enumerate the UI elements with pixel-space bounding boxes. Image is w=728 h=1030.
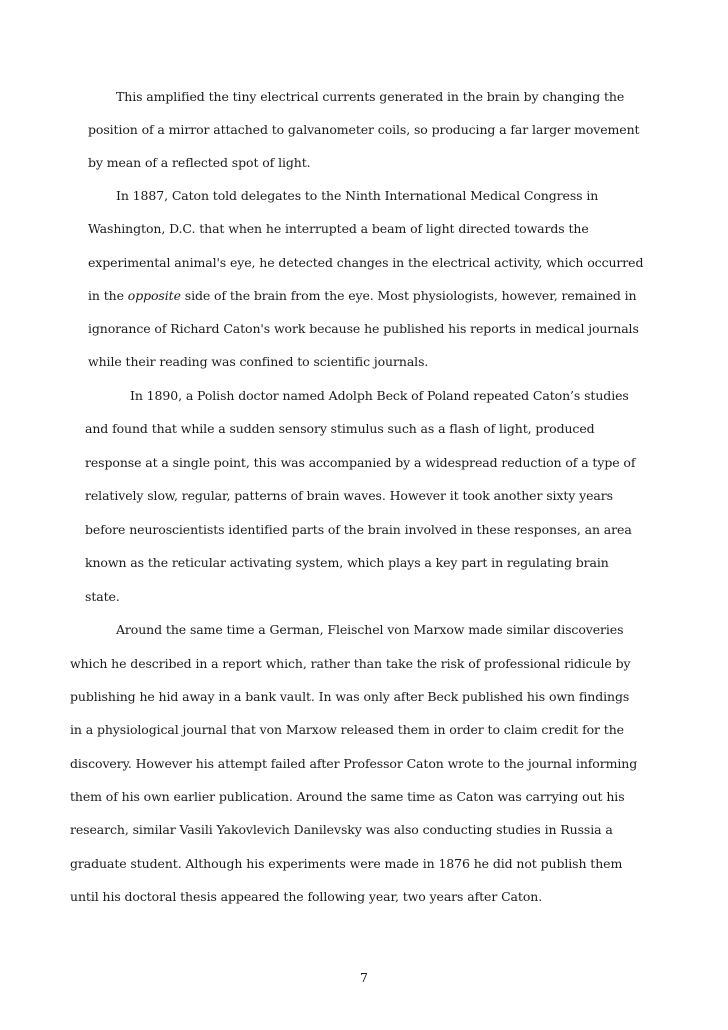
text-line: graduate student. Although his experiments were made in 1876 he did not publish them [70, 856, 623, 871]
text-line: known as the reticular activating system, which plays a key part in regulating brain [85, 555, 609, 570]
text-line: relatively slow, regular, patterns of brain waves. However it took another sixty years [85, 488, 613, 503]
text-line: which he described in a report which, rather than take the risk of professional ridicule by [70, 656, 631, 671]
text-line: response at a single point, this was accompanied by a widespread reduction of a type of [85, 455, 636, 470]
text-line: In 1890, a Polish doctor named Adolph Beck of Poland repeated Caton’s studies [130, 388, 629, 403]
text-line: by mean of a reflected spot of light. [88, 155, 311, 170]
page-number: 7 [360, 970, 368, 985]
italic-word: opposite [127, 288, 181, 303]
text-line: until his doctoral thesis appeared the following year, two years after Caton. [70, 889, 543, 904]
text-line: while their reading was confined to scientific journals. [88, 354, 429, 369]
text-run: in the [88, 288, 128, 303]
text-line: before neuroscientists identified parts of the brain involved in these responses, an area [85, 522, 632, 537]
text-line: them of his own earlier publication. Around the same time as Caton was carrying out his [70, 789, 625, 804]
text-line: research, similar Vasili Yakovlevich Danilevsky was also conducting studies in Russia a [70, 822, 613, 837]
text-line: In 1887, Caton told delegates to the Ninth International Medical Congress in [116, 188, 599, 203]
text-run: side of the brain from the eye. Most physiologists, however, remained in [180, 288, 637, 303]
text-line: ignorance of Richard Caton's work because he published his reports in medical journals [88, 321, 639, 336]
text-line: publishing he hid away in a bank vault. In was only after Beck published his own findings [70, 689, 630, 704]
text-line: Around the same time a German, Fleischel von Marxow made similar discoveries [116, 622, 624, 637]
text-line: position of a mirror attached to galvanometer coils, so producing a far larger movement [88, 122, 640, 137]
text-line: state. [85, 589, 120, 604]
text-line [88, 288, 637, 304]
text-line: This amplified the tiny electrical currents generated in the brain by changing the [116, 89, 625, 104]
text-line: and found that while a sudden sensory stimulus such as a flash of light, produced [85, 421, 595, 436]
text-line: Washington, D.C. that when he interrupted a beam of light directed towards the [88, 221, 589, 236]
text-line: experimental animal's eye, he detected changes in the electrical activity, which occurred [88, 255, 644, 270]
text-line: discovery. However his attempt failed after Professor Caton wrote to the journal informing [70, 756, 638, 771]
text-line: in a physiological journal that von Marxow released them in order to claim credit for the [70, 722, 624, 737]
